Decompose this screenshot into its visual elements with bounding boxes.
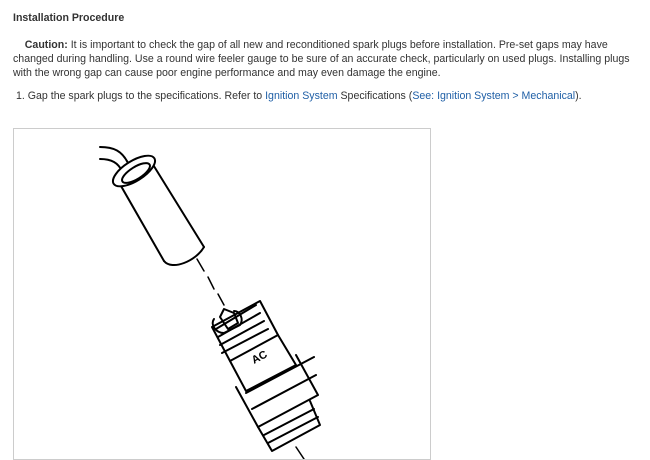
caution-note <box>13 38 638 80</box>
spark-plug-illustration <box>14 129 430 459</box>
spark-plug-figure <box>13 128 431 460</box>
step-text-before: Gap the spark plugs to the specifications. Refer to <box>27 90 266 102</box>
step-text-middle: Specifications ( <box>337 90 413 102</box>
section-title: Installation Procedure <box>13 12 125 24</box>
caution-text: It is important to check the gap of all new and reconditioned spark plugs before installation. Pre-set gaps may have changed during handling. Use a round wire feeler gauge to be sure of an accurate check, particularly on used plugs. Installing plugs with the wrong gap can cause poor engine performance and may even damage the engine. <box>13 39 630 79</box>
caution-label: Caution: <box>24 39 68 51</box>
ignition-system-link[interactable]: Ignition System <box>265 90 338 102</box>
step-number: 1. <box>16 90 25 102</box>
step-1 <box>16 89 636 103</box>
mechanical-link[interactable]: See: Ignition System > Mechanical <box>412 90 576 102</box>
plug-marking-text: AC <box>249 348 270 367</box>
step-text-after: ). <box>575 90 582 102</box>
